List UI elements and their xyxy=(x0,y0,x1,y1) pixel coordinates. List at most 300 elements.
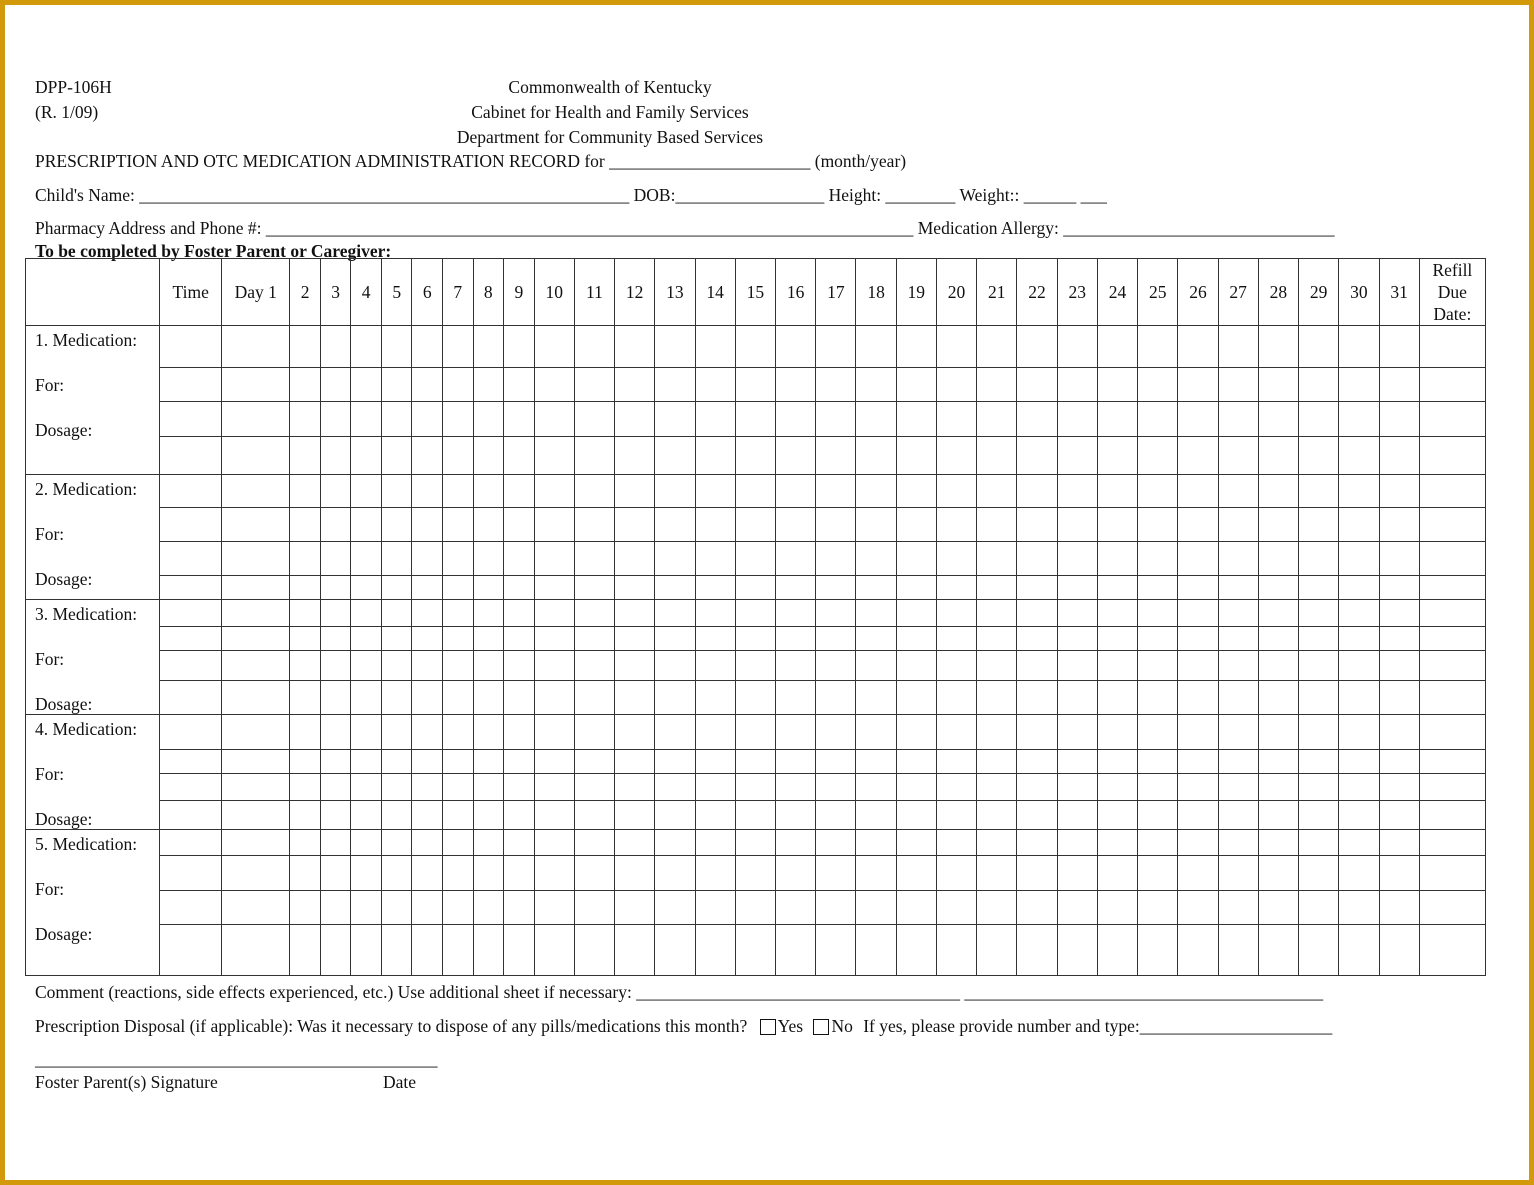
day-cell[interactable] xyxy=(504,681,535,715)
day-cell[interactable] xyxy=(655,326,695,368)
day-cell[interactable] xyxy=(1138,402,1178,437)
day-cell[interactable] xyxy=(534,774,574,801)
day-cell[interactable] xyxy=(1017,750,1057,774)
day-cell[interactable] xyxy=(1057,925,1097,976)
day-cell[interactable] xyxy=(1057,801,1097,830)
day-cell[interactable] xyxy=(735,402,775,437)
day-cell[interactable] xyxy=(896,437,936,475)
day-cell[interactable] xyxy=(222,750,290,774)
day-cell[interactable] xyxy=(1097,542,1137,576)
day-cell[interactable] xyxy=(1057,508,1097,542)
day-cell[interactable] xyxy=(977,891,1017,925)
day-cell[interactable] xyxy=(1097,627,1137,651)
day-cell[interactable] xyxy=(574,925,614,976)
day-cell[interactable] xyxy=(381,508,412,542)
day-cell[interactable] xyxy=(1057,856,1097,891)
time-cell[interactable] xyxy=(160,830,222,856)
day-cell[interactable] xyxy=(351,402,382,437)
day-cell[interactable] xyxy=(320,475,351,508)
day-cell[interactable] xyxy=(735,715,775,750)
day-cell[interactable] xyxy=(320,326,351,368)
day-cell[interactable] xyxy=(534,576,574,600)
day-cell[interactable] xyxy=(442,508,473,542)
day-cell[interactable] xyxy=(381,891,412,925)
day-cell[interactable] xyxy=(1218,856,1258,891)
day-cell[interactable] xyxy=(534,508,574,542)
day-cell[interactable] xyxy=(1057,402,1097,437)
day-cell[interactable] xyxy=(1379,600,1419,627)
day-cell[interactable] xyxy=(222,830,290,856)
day-cell[interactable] xyxy=(775,925,815,976)
day-cell[interactable] xyxy=(412,542,443,576)
day-cell[interactable] xyxy=(351,651,382,681)
day-cell[interactable] xyxy=(936,368,976,402)
day-cell[interactable] xyxy=(534,925,574,976)
day-cell[interactable] xyxy=(534,830,574,856)
day-cell[interactable] xyxy=(977,750,1017,774)
day-cell[interactable] xyxy=(442,475,473,508)
day-cell[interactable] xyxy=(735,576,775,600)
day-cell[interactable] xyxy=(222,600,290,627)
time-cell[interactable] xyxy=(160,576,222,600)
day-cell[interactable] xyxy=(936,651,976,681)
day-cell[interactable] xyxy=(1299,681,1339,715)
day-cell[interactable] xyxy=(1379,830,1419,856)
day-cell[interactable] xyxy=(816,891,856,925)
day-cell[interactable] xyxy=(856,576,896,600)
time-cell[interactable] xyxy=(160,368,222,402)
day-cell[interactable] xyxy=(290,856,321,891)
day-cell[interactable] xyxy=(816,651,856,681)
day-cell[interactable] xyxy=(320,368,351,402)
day-cell[interactable] xyxy=(1379,627,1419,651)
day-cell[interactable] xyxy=(473,437,504,475)
time-cell[interactable] xyxy=(160,925,222,976)
day-cell[interactable] xyxy=(473,801,504,830)
day-cell[interactable] xyxy=(504,627,535,651)
day-cell[interactable] xyxy=(1057,600,1097,627)
day-cell[interactable] xyxy=(936,437,976,475)
refill-cell[interactable] xyxy=(1419,600,1485,627)
day-cell[interactable] xyxy=(896,627,936,651)
day-cell[interactable] xyxy=(381,856,412,891)
day-cell[interactable] xyxy=(1178,508,1218,542)
day-cell[interactable] xyxy=(1339,368,1379,402)
day-cell[interactable] xyxy=(896,542,936,576)
day-cell[interactable] xyxy=(504,891,535,925)
day-cell[interactable] xyxy=(351,774,382,801)
day-cell[interactable] xyxy=(1218,681,1258,715)
refill-cell[interactable] xyxy=(1419,925,1485,976)
day-cell[interactable] xyxy=(222,774,290,801)
day-cell[interactable] xyxy=(936,542,976,576)
day-cell[interactable] xyxy=(381,774,412,801)
day-cell[interactable] xyxy=(1057,326,1097,368)
day-cell[interactable] xyxy=(320,627,351,651)
day-cell[interactable] xyxy=(856,925,896,976)
day-cell[interactable] xyxy=(1097,326,1137,368)
day-cell[interactable] xyxy=(896,368,936,402)
day-cell[interactable] xyxy=(655,542,695,576)
day-cell[interactable] xyxy=(1057,750,1097,774)
day-cell[interactable] xyxy=(442,368,473,402)
day-cell[interactable] xyxy=(1218,475,1258,508)
day-cell[interactable] xyxy=(351,542,382,576)
day-cell[interactable] xyxy=(615,627,655,651)
day-cell[interactable] xyxy=(735,627,775,651)
day-cell[interactable] xyxy=(816,801,856,830)
day-cell[interactable] xyxy=(1178,830,1218,856)
day-cell[interactable] xyxy=(1218,508,1258,542)
day-cell[interactable] xyxy=(896,856,936,891)
day-cell[interactable] xyxy=(1218,830,1258,856)
time-cell[interactable] xyxy=(160,651,222,681)
day-cell[interactable] xyxy=(351,715,382,750)
day-cell[interactable] xyxy=(735,326,775,368)
day-cell[interactable] xyxy=(1017,856,1057,891)
day-cell[interactable] xyxy=(534,856,574,891)
day-cell[interactable] xyxy=(1218,651,1258,681)
day-cell[interactable] xyxy=(351,576,382,600)
day-cell[interactable] xyxy=(775,437,815,475)
day-cell[interactable] xyxy=(615,925,655,976)
day-cell[interactable] xyxy=(775,774,815,801)
day-cell[interactable] xyxy=(1017,627,1057,651)
day-cell[interactable] xyxy=(381,542,412,576)
day-cell[interactable] xyxy=(222,856,290,891)
refill-cell[interactable] xyxy=(1419,651,1485,681)
day-cell[interactable] xyxy=(534,402,574,437)
day-cell[interactable] xyxy=(473,715,504,750)
day-cell[interactable] xyxy=(320,508,351,542)
day-cell[interactable] xyxy=(775,651,815,681)
day-cell[interactable] xyxy=(896,715,936,750)
day-cell[interactable] xyxy=(1057,830,1097,856)
day-cell[interactable] xyxy=(222,891,290,925)
day-cell[interactable] xyxy=(1017,576,1057,600)
day-cell[interactable] xyxy=(735,856,775,891)
day-cell[interactable] xyxy=(320,437,351,475)
day-cell[interactable] xyxy=(816,475,856,508)
day-cell[interactable] xyxy=(1218,891,1258,925)
day-cell[interactable] xyxy=(655,925,695,976)
day-cell[interactable] xyxy=(735,508,775,542)
day-cell[interactable] xyxy=(977,508,1017,542)
day-cell[interactable] xyxy=(977,402,1017,437)
day-cell[interactable] xyxy=(1299,402,1339,437)
day-cell[interactable] xyxy=(1138,437,1178,475)
day-cell[interactable] xyxy=(896,681,936,715)
day-cell[interactable] xyxy=(412,368,443,402)
day-cell[interactable] xyxy=(1339,326,1379,368)
day-cell[interactable] xyxy=(775,576,815,600)
day-cell[interactable] xyxy=(1339,576,1379,600)
day-cell[interactable] xyxy=(1218,437,1258,475)
day-cell[interactable] xyxy=(351,437,382,475)
day-cell[interactable] xyxy=(735,368,775,402)
day-cell[interactable] xyxy=(735,830,775,856)
refill-cell[interactable] xyxy=(1419,891,1485,925)
day-cell[interactable] xyxy=(695,925,735,976)
day-cell[interactable] xyxy=(856,508,896,542)
day-cell[interactable] xyxy=(442,437,473,475)
day-cell[interactable] xyxy=(222,576,290,600)
day-cell[interactable] xyxy=(1017,508,1057,542)
day-cell[interactable] xyxy=(816,774,856,801)
day-cell[interactable] xyxy=(1218,801,1258,830)
day-cell[interactable] xyxy=(856,542,896,576)
day-cell[interactable] xyxy=(504,600,535,627)
day-cell[interactable] xyxy=(655,774,695,801)
day-cell[interactable] xyxy=(534,326,574,368)
day-cell[interactable] xyxy=(655,801,695,830)
day-cell[interactable] xyxy=(290,437,321,475)
day-cell[interactable] xyxy=(504,402,535,437)
day-cell[interactable] xyxy=(1258,542,1298,576)
day-cell[interactable] xyxy=(442,681,473,715)
day-cell[interactable] xyxy=(615,542,655,576)
day-cell[interactable] xyxy=(412,600,443,627)
day-cell[interactable] xyxy=(534,801,574,830)
day-cell[interactable] xyxy=(574,402,614,437)
day-cell[interactable] xyxy=(695,508,735,542)
day-cell[interactable] xyxy=(655,856,695,891)
day-cell[interactable] xyxy=(1017,600,1057,627)
day-cell[interactable] xyxy=(936,830,976,856)
day-cell[interactable] xyxy=(442,576,473,600)
day-cell[interactable] xyxy=(856,750,896,774)
day-cell[interactable] xyxy=(442,627,473,651)
day-cell[interactable] xyxy=(412,715,443,750)
day-cell[interactable] xyxy=(351,856,382,891)
day-cell[interactable] xyxy=(1218,774,1258,801)
day-cell[interactable] xyxy=(290,475,321,508)
day-cell[interactable] xyxy=(936,750,976,774)
day-cell[interactable] xyxy=(896,402,936,437)
day-cell[interactable] xyxy=(1299,508,1339,542)
day-cell[interactable] xyxy=(977,576,1017,600)
day-cell[interactable] xyxy=(1258,368,1298,402)
day-cell[interactable] xyxy=(442,651,473,681)
time-cell[interactable] xyxy=(160,475,222,508)
day-cell[interactable] xyxy=(655,681,695,715)
day-cell[interactable] xyxy=(977,715,1017,750)
day-cell[interactable] xyxy=(695,600,735,627)
day-cell[interactable] xyxy=(1138,368,1178,402)
day-cell[interactable] xyxy=(1178,715,1218,750)
day-cell[interactable] xyxy=(412,830,443,856)
day-cell[interactable] xyxy=(534,651,574,681)
day-cell[interactable] xyxy=(442,326,473,368)
refill-cell[interactable] xyxy=(1419,830,1485,856)
time-cell[interactable] xyxy=(160,437,222,475)
day-cell[interactable] xyxy=(1097,508,1137,542)
day-cell[interactable] xyxy=(381,475,412,508)
day-cell[interactable] xyxy=(816,368,856,402)
disposal-yes-option[interactable] xyxy=(760,1016,803,1036)
day-cell[interactable] xyxy=(222,368,290,402)
day-cell[interactable] xyxy=(1379,651,1419,681)
day-cell[interactable] xyxy=(856,368,896,402)
day-cell[interactable] xyxy=(534,627,574,651)
day-cell[interactable] xyxy=(1178,576,1218,600)
day-cell[interactable] xyxy=(1339,891,1379,925)
time-cell[interactable] xyxy=(160,891,222,925)
refill-cell[interactable] xyxy=(1419,576,1485,600)
time-cell[interactable] xyxy=(160,600,222,627)
day-cell[interactable] xyxy=(936,600,976,627)
day-cell[interactable] xyxy=(1097,801,1137,830)
day-cell[interactable] xyxy=(534,542,574,576)
day-cell[interactable] xyxy=(856,627,896,651)
day-cell[interactable] xyxy=(1379,925,1419,976)
day-cell[interactable] xyxy=(1218,715,1258,750)
disposal-no-option[interactable] xyxy=(813,1016,852,1036)
day-cell[interactable] xyxy=(856,651,896,681)
day-cell[interactable] xyxy=(775,891,815,925)
day-cell[interactable] xyxy=(775,402,815,437)
day-cell[interactable] xyxy=(655,475,695,508)
day-cell[interactable] xyxy=(1138,627,1178,651)
day-cell[interactable] xyxy=(1258,326,1298,368)
day-cell[interactable] xyxy=(1097,402,1137,437)
day-cell[interactable] xyxy=(412,801,443,830)
refill-cell[interactable] xyxy=(1419,681,1485,715)
day-cell[interactable] xyxy=(504,368,535,402)
day-cell[interactable] xyxy=(1178,326,1218,368)
day-cell[interactable] xyxy=(290,576,321,600)
day-cell[interactable] xyxy=(816,576,856,600)
day-cell[interactable] xyxy=(775,368,815,402)
day-cell[interactable] xyxy=(1379,576,1419,600)
refill-cell[interactable] xyxy=(1419,542,1485,576)
day-cell[interactable] xyxy=(936,576,976,600)
day-cell[interactable] xyxy=(412,508,443,542)
time-cell[interactable] xyxy=(160,750,222,774)
day-cell[interactable] xyxy=(290,681,321,715)
day-cell[interactable] xyxy=(534,681,574,715)
day-cell[interactable] xyxy=(655,891,695,925)
day-cell[interactable] xyxy=(320,774,351,801)
day-cell[interactable] xyxy=(1258,891,1298,925)
day-cell[interactable] xyxy=(574,326,614,368)
day-cell[interactable] xyxy=(615,600,655,627)
day-cell[interactable] xyxy=(695,542,735,576)
day-cell[interactable] xyxy=(1379,681,1419,715)
day-cell[interactable] xyxy=(504,925,535,976)
day-cell[interactable] xyxy=(442,542,473,576)
day-cell[interactable] xyxy=(504,437,535,475)
day-cell[interactable] xyxy=(1339,830,1379,856)
day-cell[interactable] xyxy=(1258,925,1298,976)
day-cell[interactable] xyxy=(320,801,351,830)
day-cell[interactable] xyxy=(1138,576,1178,600)
day-cell[interactable] xyxy=(695,681,735,715)
day-cell[interactable] xyxy=(695,326,735,368)
day-cell[interactable] xyxy=(1178,542,1218,576)
day-cell[interactable] xyxy=(351,600,382,627)
day-cell[interactable] xyxy=(1258,830,1298,856)
time-cell[interactable] xyxy=(160,542,222,576)
day-cell[interactable] xyxy=(936,681,976,715)
day-cell[interactable] xyxy=(1258,715,1298,750)
day-cell[interactable] xyxy=(1138,891,1178,925)
day-cell[interactable] xyxy=(473,750,504,774)
day-cell[interactable] xyxy=(473,681,504,715)
day-cell[interactable] xyxy=(222,925,290,976)
day-cell[interactable] xyxy=(381,368,412,402)
day-cell[interactable] xyxy=(534,475,574,508)
day-cell[interactable] xyxy=(977,437,1017,475)
day-cell[interactable] xyxy=(1339,542,1379,576)
day-cell[interactable] xyxy=(775,475,815,508)
day-cell[interactable] xyxy=(896,774,936,801)
refill-cell[interactable] xyxy=(1419,326,1485,368)
day-cell[interactable] xyxy=(695,651,735,681)
day-cell[interactable] xyxy=(504,651,535,681)
day-cell[interactable] xyxy=(1178,368,1218,402)
day-cell[interactable] xyxy=(1097,437,1137,475)
day-cell[interactable] xyxy=(1138,600,1178,627)
day-cell[interactable] xyxy=(735,600,775,627)
day-cell[interactable] xyxy=(655,576,695,600)
day-cell[interactable] xyxy=(695,715,735,750)
day-cell[interactable] xyxy=(977,856,1017,891)
day-cell[interactable] xyxy=(1218,925,1258,976)
day-cell[interactable] xyxy=(1097,856,1137,891)
day-cell[interactable] xyxy=(1299,801,1339,830)
day-cell[interactable] xyxy=(896,651,936,681)
day-cell[interactable] xyxy=(1339,774,1379,801)
day-cell[interactable] xyxy=(896,576,936,600)
day-cell[interactable] xyxy=(442,801,473,830)
day-cell[interactable] xyxy=(1299,651,1339,681)
day-cell[interactable] xyxy=(655,715,695,750)
day-cell[interactable] xyxy=(1097,576,1137,600)
day-cell[interactable] xyxy=(1258,576,1298,600)
day-cell[interactable] xyxy=(320,891,351,925)
day-cell[interactable] xyxy=(473,326,504,368)
day-cell[interactable] xyxy=(655,402,695,437)
day-cell[interactable] xyxy=(1097,750,1137,774)
day-cell[interactable] xyxy=(1379,891,1419,925)
refill-cell[interactable] xyxy=(1419,715,1485,750)
day-cell[interactable] xyxy=(412,651,443,681)
day-cell[interactable] xyxy=(735,437,775,475)
day-cell[interactable] xyxy=(320,830,351,856)
day-cell[interactable] xyxy=(504,542,535,576)
day-cell[interactable] xyxy=(1057,437,1097,475)
day-cell[interactable] xyxy=(816,715,856,750)
day-cell[interactable] xyxy=(775,830,815,856)
day-cell[interactable] xyxy=(534,368,574,402)
day-cell[interactable] xyxy=(695,750,735,774)
day-cell[interactable] xyxy=(412,437,443,475)
day-cell[interactable] xyxy=(222,508,290,542)
day-cell[interactable] xyxy=(1017,801,1057,830)
day-cell[interactable] xyxy=(320,925,351,976)
day-cell[interactable] xyxy=(695,856,735,891)
day-cell[interactable] xyxy=(222,681,290,715)
day-cell[interactable] xyxy=(856,600,896,627)
day-cell[interactable] xyxy=(1017,830,1057,856)
day-cell[interactable] xyxy=(320,600,351,627)
day-cell[interactable] xyxy=(615,774,655,801)
day-cell[interactable] xyxy=(1138,856,1178,891)
day-cell[interactable] xyxy=(735,750,775,774)
day-cell[interactable] xyxy=(1379,475,1419,508)
day-cell[interactable] xyxy=(504,508,535,542)
